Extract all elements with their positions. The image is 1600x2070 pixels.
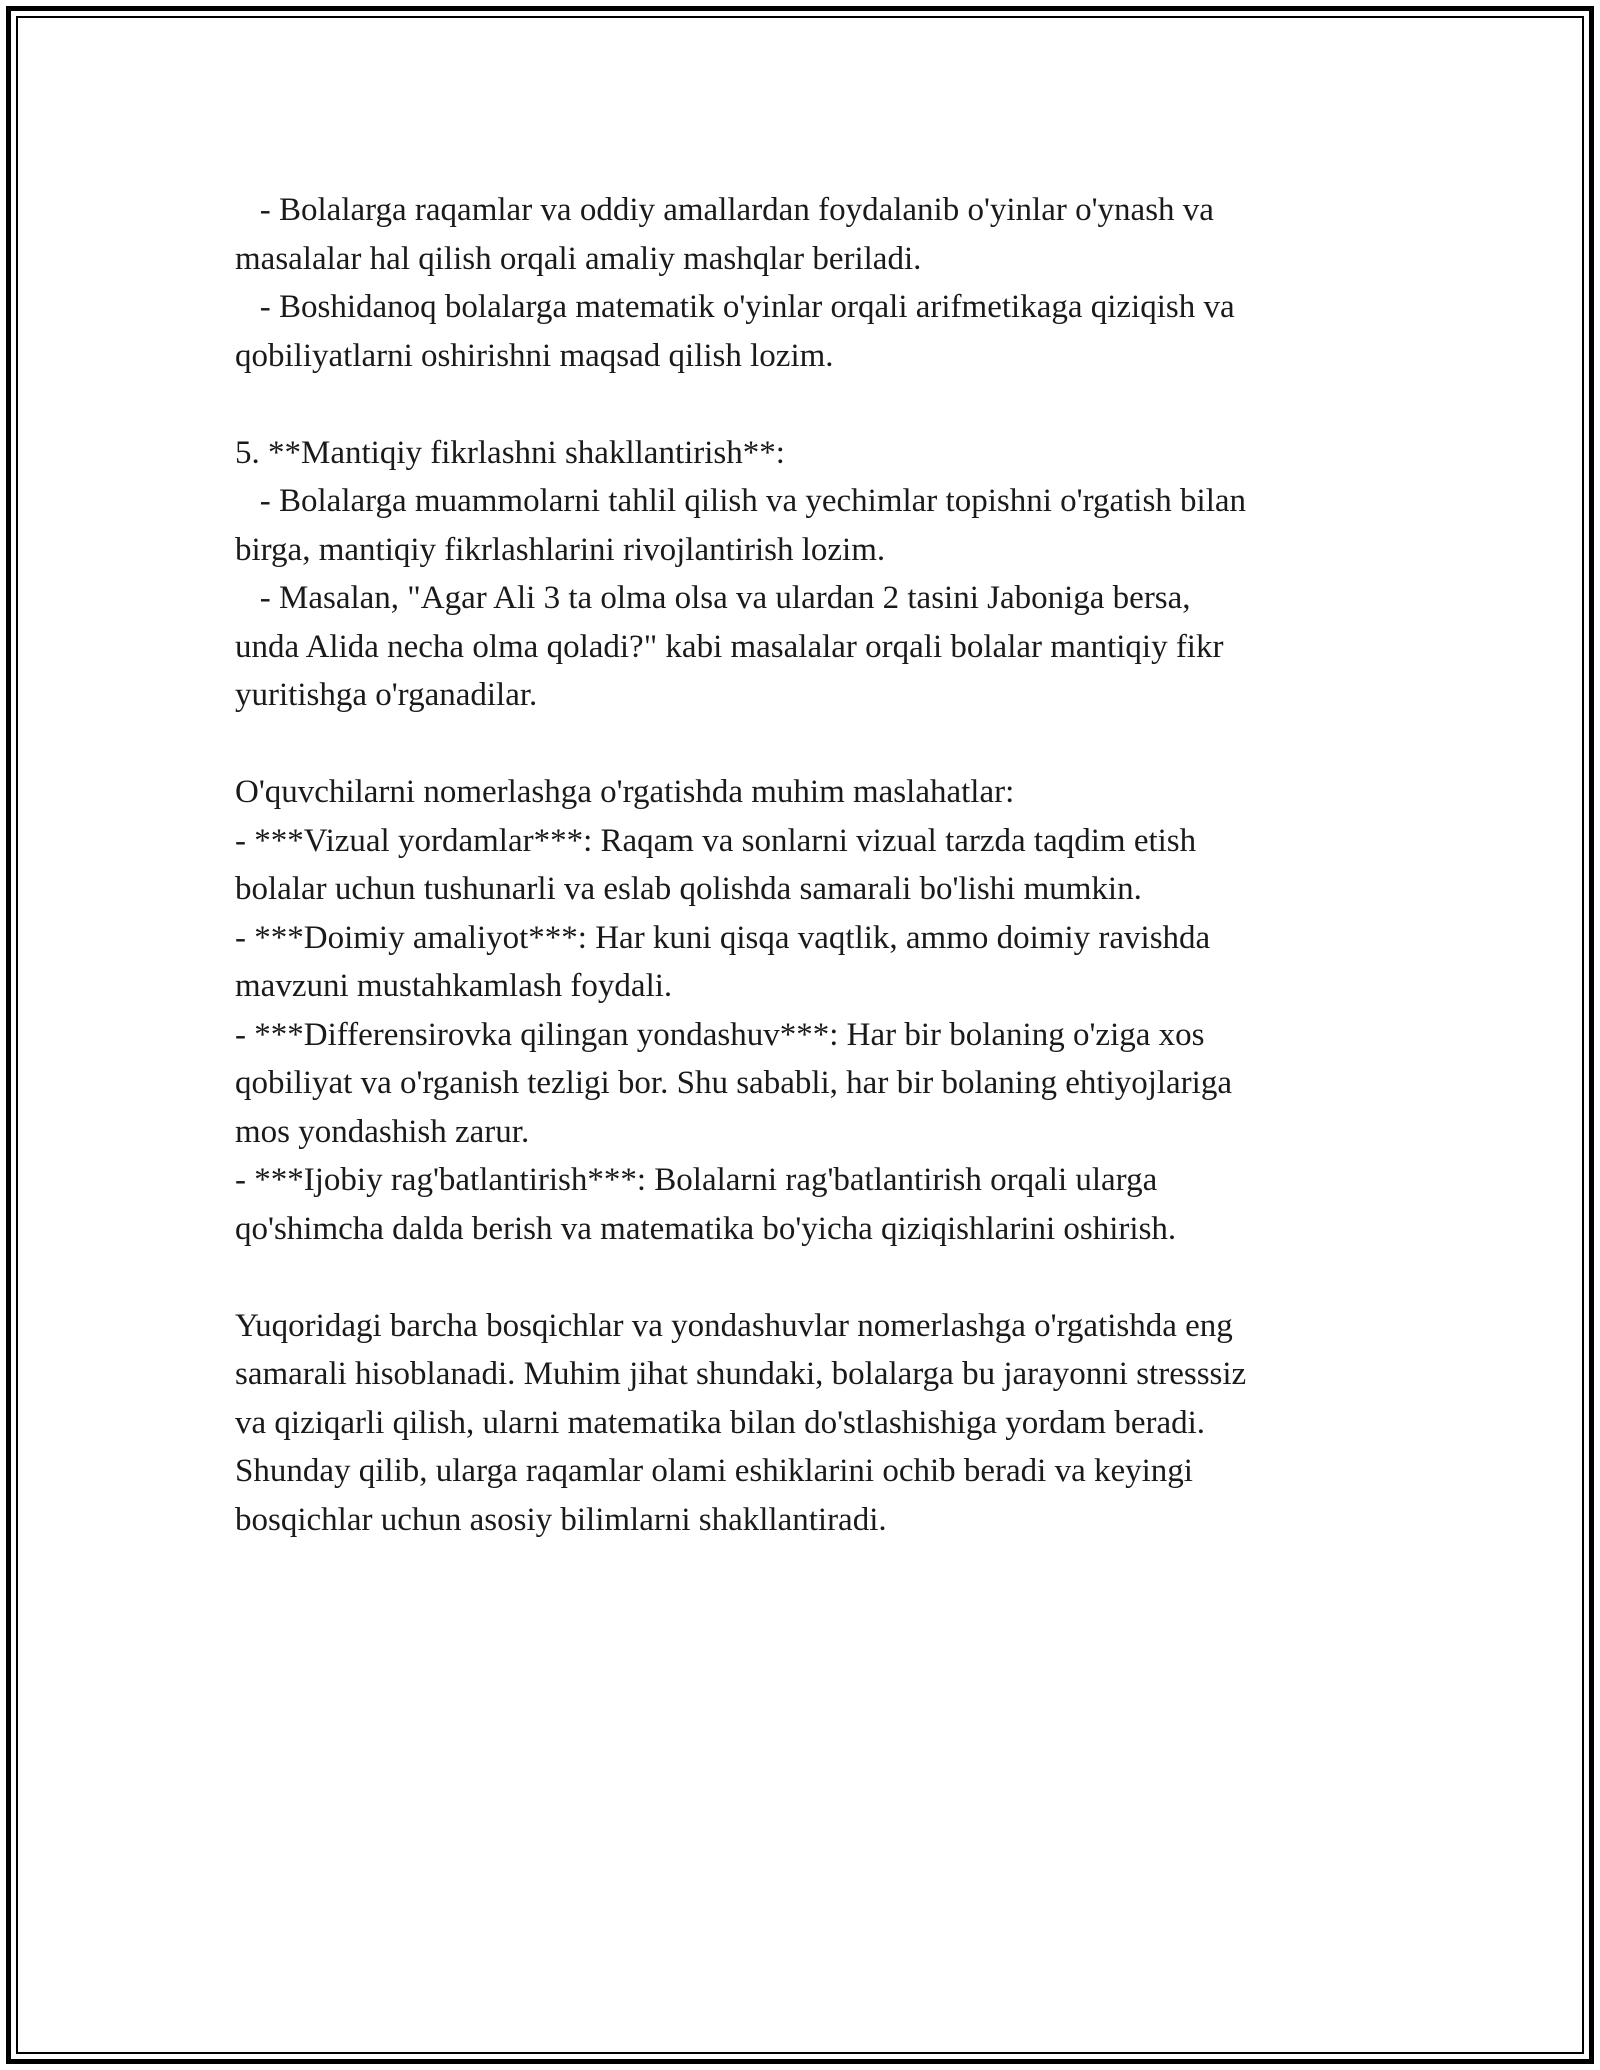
text-line: yuritishga o'rganadilar. [235,677,538,713]
text-line: - ***Vizual yordamlar***: Raqam va sonlarni vizual tarzda taqdim etish [235,822,1197,859]
text-line: - ***Ijobiy rag'batlantirish***: Bolalarni rag'batlantirish orqali ularga [235,1162,1158,1198]
text-line: bosqichlar uchun asosiy bilimlarni shakllantiradi. [235,1501,887,1538]
text-line: - Boshidanoq bolalarga matematik o'yinlar orqali arifmetikaga qiziqish va [235,289,1235,325]
text-line: samarali hisoblanadi. Muhim jihat shundaki, bolalarga bu jarayonni stresssiz [235,1356,1247,1392]
text-line: birga, mantiqiy fikrlashlarini rivojlantirish lozim. [235,531,886,568]
text-line: - Bolalarga raqamlar va oddiy amallardan foydalanib o'yinlar o'ynash va [235,192,1214,228]
section-heading: 5. **Mantiqiy fikrlashni shakllantirish**: [235,434,785,471]
text-line: qobiliyat va o'rganish tezligi bor. Shu sababli, har bir bolaning ehtiyojlariga [235,1065,1232,1101]
paragraph-gap [235,720,1395,769]
text-line: Yuqoridagi barcha bosqichlar va yondashuvlar nomerlashga o'rgatishda eng [235,1307,1233,1344]
text-line: unda Alida necha olma qoladi?" kabi masalalar orqali bolalar mantiqiy fikr [235,628,1224,665]
text-line: qobiliyatlarni oshirishni maqsad qilish lozim. [235,337,834,374]
text-line: - Bolalarga muammolarni tahlil qilish va yechimlar topishni o'rgatish bilan [235,483,1247,519]
text-line: Shunday qilib, ularga raqamlar olami eshiklarini ochib beradi va keyingi [235,1453,1193,1489]
text-line: bolalar uchun tushunarli va eslab qolishda samarali bo'lishi mumkin. [235,871,1142,907]
text-line: mos yondashish zarur. [235,1113,530,1150]
document-body [235,186,1395,1544]
paragraph-gap [235,380,1395,429]
paragraph-gap [235,1253,1395,1302]
text-line: - Masalan, "Agar Ali 3 ta olma olsa va ulardan 2 tasini Jaboniga bersa, [235,580,1191,616]
text-line: va qiziqarli qilish, ularni matematika bilan do'stlashishiga yordam beradi. [235,1404,1206,1441]
text-line: - ***Doimiy amaliyot***: Har kuni qisqa vaqtlik, ammo doimiy ravishda [235,919,1211,956]
tips-heading: O'quvchilarni nomerlashga o'rgatishda muhim maslahatlar: [235,774,1015,810]
text-line: mavzuni mustahkamlash foydali. [235,968,673,1004]
text-line: qo'shimcha dalda berish va matematika bo'yicha qiziqishlarini oshirish. [235,1210,1177,1247]
text-line: - ***Differensirovka qilingan yondashuv***: Har bir bolaning o'ziga xos [235,1016,1205,1053]
text-line: masalalar hal qilish orqali amaliy mashqlar beriladi. [235,240,922,277]
